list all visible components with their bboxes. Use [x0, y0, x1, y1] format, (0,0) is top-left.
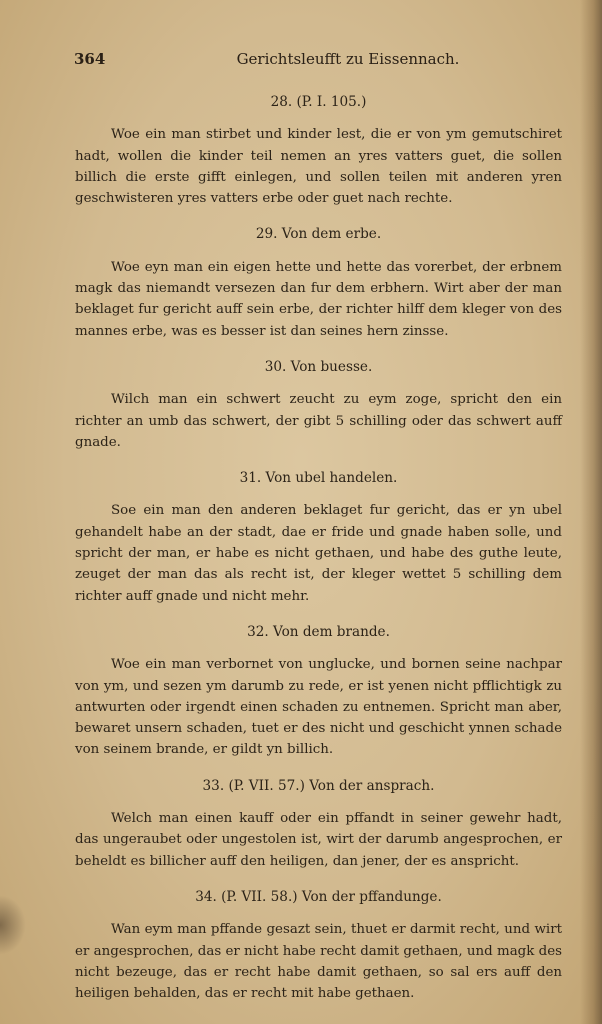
section-heading: 29. Von dem erbe.	[255, 226, 382, 243]
page-header	[74, 50, 562, 72]
section-33	[75, 776, 562, 872]
section-29	[75, 224, 562, 341]
section-heading: 34. (P. VII. 58.) Von der pffandunge.	[195, 888, 442, 905]
section-heading: 33. (P. VII. 57.) Von der ansprach.	[202, 777, 435, 794]
section-heading: 32. Von dem brande.	[247, 623, 390, 640]
page-stain	[0, 895, 26, 955]
section-heading: 31. Von ubel handelen.	[239, 470, 398, 487]
section-paragraph: Wan eym man pffande gesazt sein, thuet er darmit recht, und wirt er angesprochen, das er nicht habe recht damit gethaen, und magk des nicht bezeuge, das er recht habe damit gethaen, so sal ers auff den heiligen behalden, das er recht mit habe gethaen.	[75, 922, 562, 1002]
section-31	[75, 468, 562, 607]
page-number: 364	[74, 50, 106, 68]
page-body	[75, 92, 562, 1019]
section-30	[75, 357, 562, 453]
section-paragraph: Woe ein man stirbet und kinder lest, die er von ym gemutschiret hadt, wollen die kinder teil nemen an yres vatters guet, die sollen billich die erste gifft einlegen, und sollen teilen mit anderen yren geschwisteren yres vatters erbe oder guet nach rechte.	[75, 127, 562, 207]
section-28	[75, 92, 562, 209]
section-paragraph: Welch man einen kauff oder ein pffandt in seiner gewehr hadt, das ungeraubet oder ungestolen ist, wirt der darumb angesprochen, er beheldt es billicher auff den heiligen, dan jener, der es anspricht.	[75, 811, 562, 869]
page-gutter-shadow	[580, 0, 602, 1024]
section-32	[75, 622, 562, 761]
section-heading: 28. (P. I. 105.)	[270, 94, 367, 110]
section-paragraph: Woe ein man verbornet von unglucke, und bornen seine nachpar von ym, und sezen ym darumb zu rede, er ist yenen nicht pfflichtigk zu antwurten oder irgendt einen schaden zu entnemen. Spricht man aber, bewaret unsern schaden, tuet er des nicht und geschicht ynnen schade von seinem brande, er gildt yn billich.	[75, 657, 562, 758]
section-paragraph: Wilch man ein schwert zeucht zu eym zoge, spricht den ein richter an umb das schwert, der gibt 5 schilling oder das schwert auff gnade.	[75, 392, 562, 450]
running-title: Gerichtsleufft zu Eissennach.	[236, 50, 460, 68]
section-paragraph: Soe ein man den anderen beklaget fur gericht, das er yn ubel gehandelt habe an der stadt, dae er fride und gnade haben solle, und spricht der man, er habe es nicht gethaen, und habe des guthe leute, zeuget der man das als recht ist, der kleger wettet 5 schilling dem richter auff gnade und nicht mehr.	[75, 503, 562, 604]
section-paragraph: Woe eyn man ein eigen hette und hette das vorerbet, der erbnem magk das niemandt versezen dan fur dem erbhern. Wirt aber der man beklaget fur gericht auff sein erbe, der richter hilff dem kleger von des mannes erbe, was es besser ist dan seines hern zinsse.	[75, 259, 562, 339]
section-heading: 30. Von buesse.	[264, 358, 373, 375]
section-34	[75, 887, 562, 1004]
